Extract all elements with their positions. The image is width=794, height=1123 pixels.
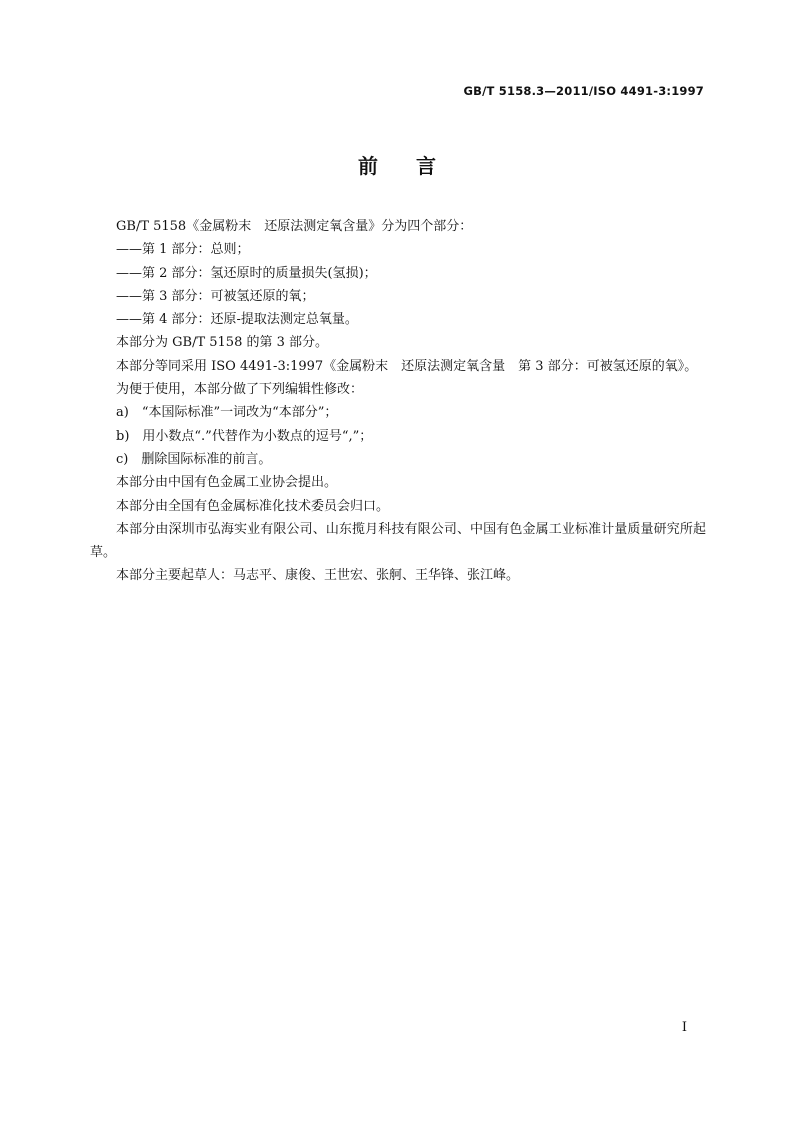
- document-code: GB/T 5158.3—2011/ISO 4491-3:1997: [463, 84, 704, 98]
- page-title: 前言: [358, 154, 474, 178]
- paragraph-drafted-by: 本部分由深圳市弘海实业有限公司、山东揽月科技有限公司、中国有色金属工业标准计量质量研究所起草。: [90, 521, 706, 561]
- paragraph-adoption: 本部分等同采用 ISO 4491-3:1997《金属粉末 还原法测定氧含量 第 3 部分：可被氢还原的氧》。: [116, 358, 698, 374]
- paragraph-edits-intro: 为便于使用，本部分做了下列编辑性修改：: [116, 382, 364, 398]
- foreword-body: [90, 215, 706, 588]
- paragraph-drafters: 本部分主要起草人：马志平、康俊、王世宏、张舸、王华锋、张江峰。: [116, 568, 520, 584]
- list-item-edit-a: a) “本国际标准”一词改为“本部分”；: [116, 405, 338, 421]
- list-item-edit-b: b) 用小数点“.”代替作为小数点的逗号“,”；: [116, 428, 373, 444]
- paragraph-parts-intro: GB/T 5158《金属粉末 还原法测定氧含量》分为四个部分：: [116, 219, 473, 234]
- paragraph-this-part: 本部分为 GB/T 5158 的第 3 部分。: [116, 335, 329, 351]
- paragraph-administered-by: 本部分由全国有色金属标准化技术委员会归口。: [116, 498, 390, 514]
- list-item-part-2: ——第 2 部分：氢还原时的质量损失(氢损)；: [116, 265, 377, 281]
- list-item-edit-c: c) 删除国际标准的前言。: [116, 451, 272, 467]
- page-number: I: [681, 1020, 687, 1035]
- paragraph-proposed-by: 本部分由中国有色金属工业协会提出。: [116, 475, 338, 491]
- list-item-part-4: ——第 4 部分：还原-提取法测定总氧量。: [116, 312, 358, 328]
- list-item-part-3: ——第 3 部分：可被氢还原的氧；: [116, 288, 315, 304]
- list-item-part-1: ——第 1 部分：总则；: [116, 242, 250, 258]
